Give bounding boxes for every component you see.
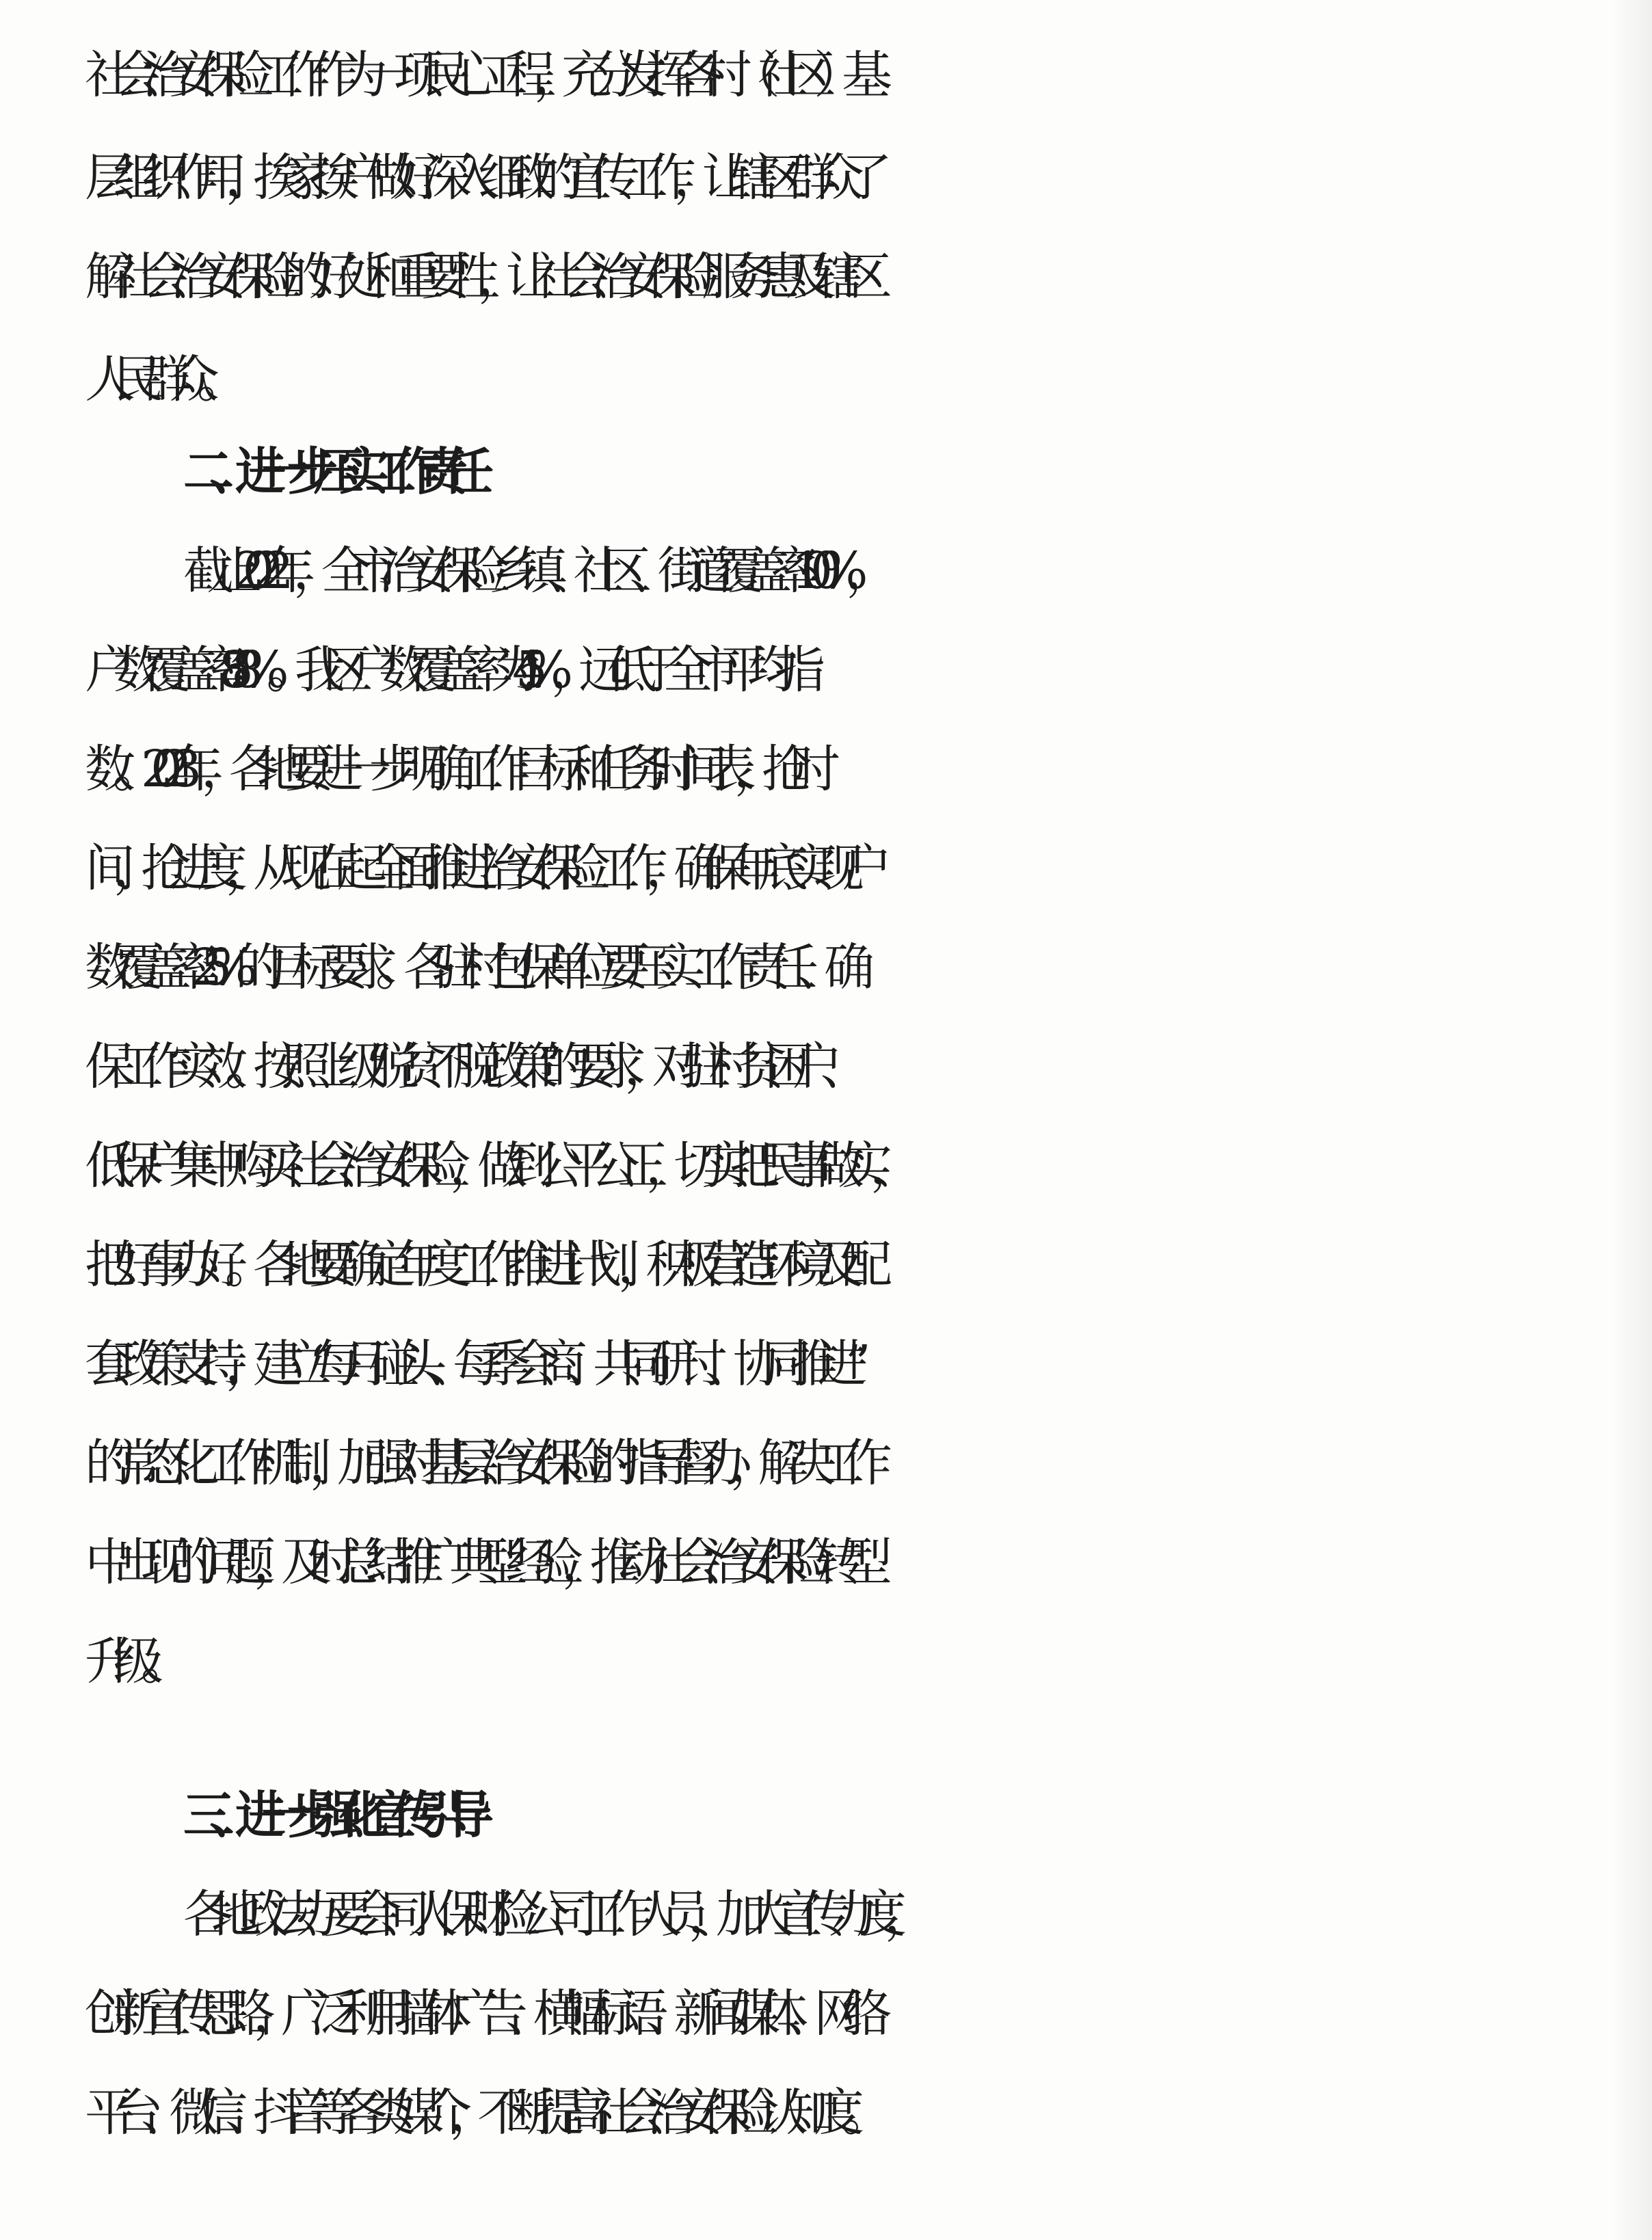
paragraph-line: 把好事办好。各地要确定年度工作推进计划，积极营造环境及配 <box>85 1236 870 1294</box>
paragraph-line: 低保户集中购买社会治安保险，做到公平公正，切实把民事做实， <box>85 1136 898 1195</box>
paragraph-line: 数覆盖率 25%的目标要求。各驻村包保单位要压实工作责任、确 <box>85 938 852 997</box>
paragraph-line: 社会治安保险工作作为一项民心工程，充分发挥各村（社区）基 <box>85 46 870 105</box>
paragraph-line: 的常态化工作机制，加强对基层治安保险的指导督办，解决工作 <box>85 1434 870 1493</box>
paragraph-line: 创新宣传思路，广泛利用墙体广告、横幅标语、新闻媒体、网络 <box>85 1984 870 2043</box>
paragraph-line: 套政策支持，建立“每月碰头、每季会商、共同研讨、协同推进” <box>85 1335 849 1394</box>
paragraph-line: 户数覆盖率 8.58%。我区户数覆盖率为 4.5%，远低于全市平均指 <box>85 641 803 699</box>
paragraph-line: 截止 2022 年，全市治安保险乡镇、社区、街道覆盖率 100%， <box>183 542 874 600</box>
section-heading-2: 二、进一步压实工作责任 <box>183 442 469 501</box>
paragraph-line: 人民群众。 <box>85 350 225 409</box>
paragraph-line: 保工作实效。按照上级“脱贫不脱政策”的要求，对驻村贫困户、 <box>85 1037 849 1096</box>
paragraph-line: 间，抢进度，从现在起全面推进治安保险工作，确保年底实现户 <box>85 839 870 898</box>
paragraph-line: 平台、微信、抖音等各类媒介，不断提高社会治安保险认知度。 <box>85 2083 870 2142</box>
paragraph-line: 层组织作用，挨家挨户做好深入细致的宣传工作，让辖区群众了 <box>85 148 870 207</box>
paragraph-line: 升级。 <box>85 1632 169 1691</box>
paragraph-line: 解社会治安保险的好处和重要性，让社会治安保险服务惠及辖区 <box>85 248 870 306</box>
paragraph-line: 数。2023 年，各地要进一步明确工作目标和任务时间表，抢时 <box>85 740 818 799</box>
paragraph-line: 各地政法办要会同人保财险公司工作人员，加大宣传力度， <box>183 1885 912 1944</box>
paragraph-line: 中出现的问题，及时总结推广典型经验，推动社会治安保险转型 <box>85 1533 870 1592</box>
section-heading-3: 三、进一步强化宣传引导 <box>183 1786 469 1845</box>
